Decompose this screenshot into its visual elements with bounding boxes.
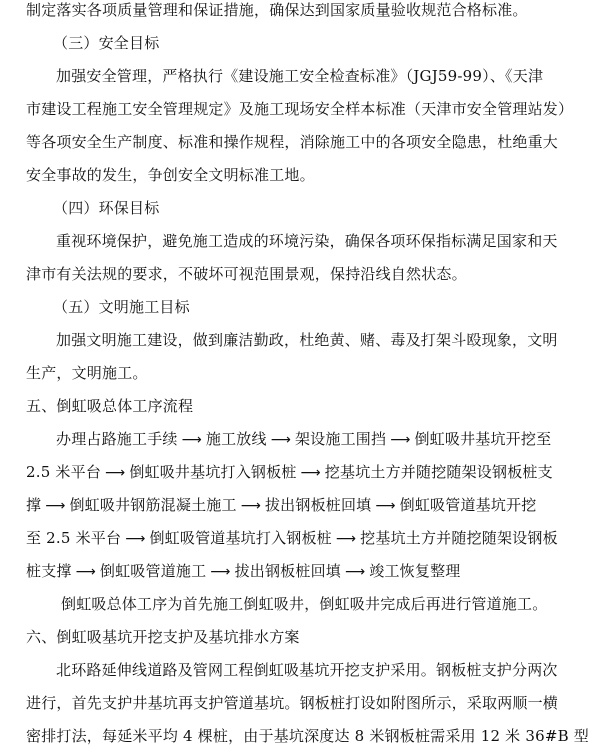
arrow-right-icon: ⟶: [181, 432, 202, 448]
arrow-right-icon: ⟶: [75, 564, 96, 580]
process-flow-line-4: [26, 523, 558, 554]
paragraph-excavation-line-2: 进行，首先支护井基坑再支护管道基坑。钢板桩打设如附图所示，采取两顺一横: [26, 694, 559, 712]
paragraph-environment-line-1: 重视环境保护，避免施工造成的环境污染，确保各项环保指标满足国家和天: [56, 232, 558, 250]
paragraph-process-summary: 倒虹吸总体工序为首先施工倒虹吸井，倒虹吸井完成后再进行管道施工。: [61, 595, 548, 613]
flow-step: 倒虹吸管道基坑打入钢板桩: [149, 529, 332, 547]
section-heading-process-flow: 五、倒虹吸总体工序流程: [26, 397, 194, 415]
heading-environment-goal: （四）环保目标: [53, 199, 160, 217]
section-heading-excavation-support: 六、倒虹吸基坑开挖支护及基坑排水方案: [26, 628, 300, 646]
flow-step: 撑: [26, 496, 42, 514]
process-flow-line-2: [26, 457, 553, 488]
flow-step: 挖基坑土方并随挖随架设钢板: [360, 529, 558, 547]
flow-step: 倒虹吸管道施工: [99, 562, 207, 580]
flow-step: 倒虹吸井钢筋混凝土施工: [69, 496, 237, 514]
flow-step: 至 2.5 米平台: [26, 529, 122, 547]
arrow-right-icon: ⟶: [375, 498, 396, 514]
flow-step: 倒虹吸井基坑开挖至: [414, 430, 552, 448]
paragraph-safety-line-3: 等各项安全生产制度、标准和操作规程，消除施工中的各项安全隐患，杜绝重大: [26, 133, 559, 151]
arrow-right-icon: ⟶: [300, 465, 321, 481]
arrow-right-icon: ⟶: [45, 498, 66, 514]
flow-step: 施工放线: [205, 430, 267, 448]
flow-step: 桩支撑: [26, 562, 72, 580]
arrow-right-icon: ⟶: [335, 531, 357, 547]
process-flow-line-1: [56, 424, 551, 455]
flow-step: 竣工恢复整理: [369, 562, 461, 580]
flow-step: 2.5 米平台: [26, 463, 102, 481]
process-flow-line-3: [26, 490, 536, 521]
flow-step: 拔出钢板桩回填: [234, 562, 341, 580]
arrow-right-icon: ⟶: [270, 432, 291, 448]
flow-step: 拔出钢板桩回填: [264, 496, 372, 514]
flow-step: 倒虹吸管道基坑开挖: [399, 496, 537, 514]
paragraph-environment-line-2: 津市有关法规的要求，不破坏可视范围景观，保持沿线自然状态。: [26, 265, 467, 283]
paragraph-excavation-line-3: 密排打法，每延米平均 4 棵桩，由于基坑深度达 8 米钢板桩需采用 12 米 36#B 型: [26, 727, 589, 745]
arrow-right-icon: ⟶: [390, 432, 411, 448]
process-flow-line-5: [26, 556, 460, 587]
heading-civilized-construction-goal: （五）文明施工目标: [53, 298, 190, 316]
paragraph-quality-standard-end: 制定落实各项质量管理和保证措施，确保达到国家质量验收规范合格标准。: [26, 1, 528, 19]
heading-safety-goal: （三）安全目标: [53, 34, 160, 52]
paragraph-excavation-line-1: 北环路延伸线道路及管网工程倒虹吸基坑开挖支护采用。钢板桩支护分两次: [56, 661, 558, 679]
arrow-right-icon: ⟶: [344, 564, 366, 580]
paragraph-safety-line-2: 市建设工程施工安全管理规定》及施工现场安全样本标准（天津市安全管理站发）: [26, 100, 574, 118]
paragraph-safety-line-4: 安全事故的发生，争创安全文明标准工地。: [26, 166, 315, 184]
arrow-right-icon: ⟶: [105, 465, 126, 481]
flow-step: 倒虹吸井基坑打入钢板桩: [129, 463, 297, 481]
arrow-right-icon: ⟶: [210, 564, 231, 580]
paragraph-civilized-line-2: 生产，文明施工。: [26, 364, 148, 382]
arrow-right-icon: ⟶: [240, 498, 261, 514]
arrow-right-icon: ⟶: [125, 531, 146, 547]
flow-step: 架设施工围挡: [294, 430, 387, 448]
flow-step: 办理占路施工手续: [56, 430, 178, 448]
paragraph-civilized-line-1: 加强文明施工建设，做到廉洁勤政，杜绝黄、赌、毒及打架斗殴现象，文明: [56, 331, 558, 349]
paragraph-safety-line-1: 加强安全管理，严格执行《建设施工安全检查标准》（JGJ59-99）、《天津: [56, 67, 544, 85]
flow-step: 挖基坑土方并随挖随架设钢板桩支: [324, 463, 553, 481]
